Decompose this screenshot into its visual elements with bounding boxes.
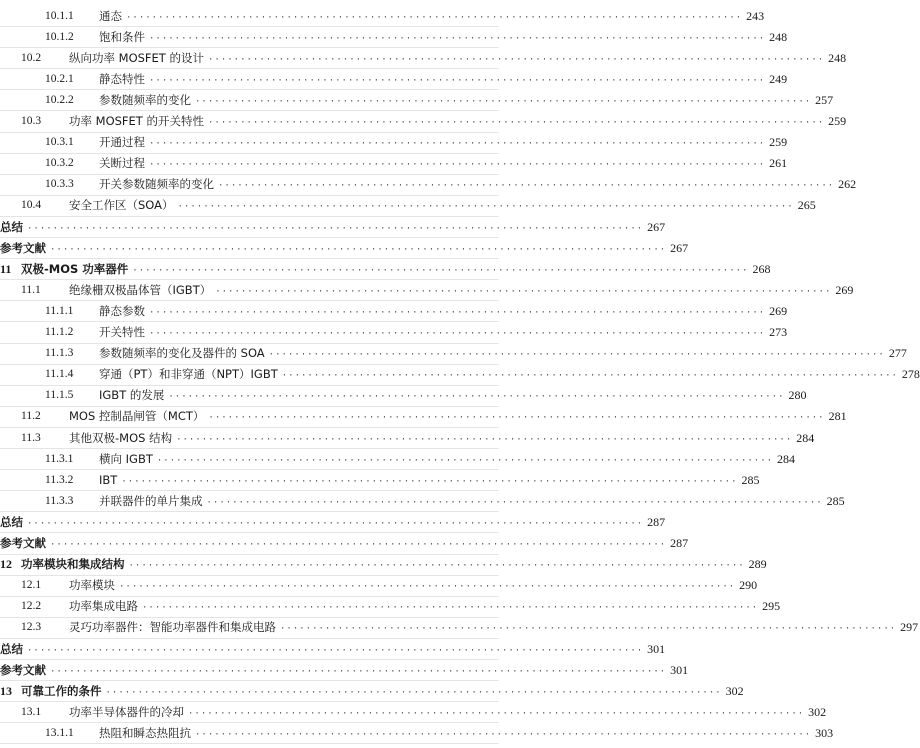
toc-entry-number: 12.1 [21, 579, 42, 592]
toc-entry-page-number: 301 [670, 662, 689, 677]
toc-entry-page-number: 269 [769, 303, 788, 318]
toc-entry [0, 490, 845, 512]
dot-leader: ································································································ [27, 518, 644, 529]
toc-entry-title: 开关特性 [99, 325, 145, 339]
dot-leader: ································································································ [281, 371, 898, 382]
toc-entry [0, 132, 788, 154]
toc-entry-page-number: 285 [741, 472, 760, 487]
toc-entry-number: 10.2 [21, 51, 42, 64]
dot-leader: ································································································ [50, 540, 667, 550]
toc-entry-page-number: 281 [828, 409, 847, 424]
toc-entry-number: 13.1 [21, 705, 42, 718]
toc-entry-page-number: 262 [838, 177, 857, 192]
toc-entry-number: 10.3.1 [45, 136, 74, 149]
toc-entry-number: 12.3 [21, 621, 42, 634]
toc-entry-number: 11.1.5 [45, 389, 74, 402]
toc-entry-number: 10.3 [21, 115, 42, 127]
toc-entry-page-number: 259 [769, 135, 788, 150]
toc-entry-title: 静态特性 [99, 71, 145, 86]
toc-entry [0, 153, 788, 175]
dot-leader: ································································································ [121, 476, 738, 487]
dot-leader: ································································································ [176, 434, 793, 445]
toc-entry-page-number: 243 [746, 8, 765, 23]
toc-entry [0, 5, 765, 27]
toc-entry-title: 功率模块 [69, 578, 115, 593]
toc-entry-title: 功率模块和集成结构 [21, 557, 125, 572]
toc-entry-page-number: 265 [797, 198, 816, 213]
toc-entry-page-number: 289 [748, 557, 767, 572]
toc-entry-number: 11.1.4 [45, 368, 74, 381]
toc-entry-page-number: 257 [815, 92, 834, 107]
toc-entry-title: 参考文献 [0, 662, 46, 677]
dot-leader: ································································································ [50, 244, 667, 255]
toc-entry [0, 722, 834, 744]
toc-entry-number: 10.4 [21, 199, 42, 212]
dot-leader: ································································································ [208, 54, 825, 65]
toc-entry-number: 11.1.2 [45, 326, 74, 338]
toc-entry-page-number: 302 [725, 683, 744, 698]
dot-leader: ································································································ [206, 497, 823, 508]
toc-entry-page-number: 277 [888, 346, 907, 361]
toc-entry-number: 11.3.1 [45, 452, 74, 465]
toc-entry-page-number: 261 [769, 156, 788, 171]
dot-leader: ································································································ [149, 160, 766, 171]
toc-entry-page-number: 285 [826, 493, 845, 508]
toc-entry-number: 11.1.3 [45, 347, 74, 360]
toc-entry-page-number: 302 [808, 704, 827, 719]
toc-entry [0, 554, 767, 576]
toc-entry-title: 参考文献 [0, 240, 46, 255]
toc-entry-title: 静态参数 [99, 303, 145, 318]
dot-leader: ································································································ [50, 666, 667, 677]
toc-entry-page-number: 284 [777, 451, 796, 466]
toc-entry-title: 穿通（PT）和非穿通（NPT）IGBT [99, 367, 278, 382]
toc-entry-title: 横向 IGBT [99, 451, 153, 466]
toc-entry-title: 功率 MOSFET 的开关特性 [69, 114, 204, 128]
toc-entry-title: 总结 [0, 219, 23, 234]
toc-entry [0, 533, 689, 555]
toc-entry [0, 701, 827, 723]
toc-entry-number: 11.3 [21, 431, 41, 444]
toc-entry [0, 406, 847, 428]
toc-entry-number: 11 [0, 261, 12, 276]
toc-entry-page-number: 278 [901, 367, 920, 382]
toc-entry-title: 双极-MOS 功率器件 [21, 261, 129, 276]
toc-entry-title: IBT [99, 472, 118, 487]
dot-leader: ································································································ [27, 223, 644, 234]
toc-entry [0, 174, 857, 196]
dot-leader: ································································································ [149, 75, 766, 86]
toc-entry-title: 饱和条件 [99, 29, 145, 44]
toc-entry-number: 10.3.2 [45, 157, 74, 170]
dot-leader: ································································································ [27, 645, 644, 656]
toc-entry-number: 12 [0, 557, 12, 572]
toc-entry-number: 13.1.1 [45, 726, 74, 739]
toc-entry [0, 300, 788, 322]
toc-entry [0, 575, 758, 597]
toc-entry [0, 68, 788, 90]
toc-entry-number: 10.2.1 [45, 72, 74, 85]
dot-leader: ································································································ [177, 202, 794, 213]
dot-leader: ································································································ [149, 329, 766, 339]
toc-entry [0, 322, 788, 344]
toc-entry-page-number: 267 [647, 219, 666, 234]
dot-leader: ································································································ [142, 603, 759, 614]
toc-entry-title: 参数随频率的变化 [99, 92, 191, 107]
toc-entry-page-number: 287 [670, 536, 689, 550]
toc-entry-number: 10.1.2 [45, 30, 74, 43]
toc-entry-page-number: 301 [647, 641, 666, 656]
toc-entry [0, 680, 744, 702]
dot-leader: ································································································ [168, 392, 785, 403]
toc-entry-title: 通态 [99, 8, 122, 23]
toc-entry-title: MOS 控制晶闸管（MCT） [69, 409, 205, 424]
toc-entry [0, 26, 788, 48]
toc-entry-number: 10.2.2 [45, 93, 74, 106]
toc-entry [0, 638, 666, 660]
toc-entry-title: 总结 [0, 641, 23, 656]
toc-entry-page-number: 287 [647, 514, 666, 529]
toc-entry [0, 659, 689, 681]
dot-leader: ································································································ [105, 687, 722, 698]
dot-leader: ································································································ [208, 118, 825, 128]
toc-entry-title: 开通过程 [99, 135, 145, 150]
toc-entry-number: 12.2 [21, 600, 42, 613]
toc-entry-title: 关断过程 [99, 156, 145, 171]
dot-leader: ································································································ [156, 455, 774, 466]
toc-entry [0, 617, 919, 639]
toc-entry-page-number: 290 [739, 578, 758, 593]
dot-leader: ································································································ [119, 582, 736, 593]
dot-leader: ································································································ [195, 729, 812, 740]
toc-entry-title: 参数随频率的变化及器件的 SOA [99, 346, 265, 361]
toc-entry-number: 11.2 [21, 410, 41, 423]
toc-entry [0, 427, 815, 449]
toc-entry-page-number: 249 [769, 71, 788, 86]
toc-entry [0, 216, 666, 238]
toc-entry-number: 10.3.3 [45, 178, 74, 191]
toc-entry-title: 功率集成电路 [69, 599, 138, 614]
dot-leader: ································································································ [208, 413, 825, 424]
toc-entry-page-number: 269 [835, 282, 854, 297]
toc-entry [0, 364, 920, 386]
dot-leader: ································································································ [268, 350, 885, 361]
dot-leader: ································································································ [218, 181, 835, 192]
toc-entry-number: 13 [0, 683, 12, 698]
toc-entry-number: 11.1 [21, 283, 41, 296]
dot-leader: ································································································ [149, 139, 766, 150]
toc-entry-title: 热阻和瞬态热阻抗 [99, 725, 191, 740]
dot-leader: ································································································ [126, 12, 743, 23]
toc-entry [0, 279, 854, 301]
toc-entry-title: 功率半导体器件的冷却 [69, 704, 184, 719]
toc-entry-page-number: 248 [769, 29, 788, 44]
toc-entry-page-number: 297 [900, 620, 919, 635]
dot-leader: ································································································ [188, 708, 805, 719]
toc-entry [0, 89, 834, 111]
toc-entry [0, 385, 807, 407]
toc-entry-title: IGBT 的发展 [99, 388, 165, 403]
toc-entry-page-number: 267 [670, 240, 689, 255]
toc-entry-title: 总结 [0, 514, 23, 529]
toc-entry [0, 511, 666, 533]
toc-entry-title: 其他双极-MOS 结构 [69, 430, 173, 445]
toc-entry [0, 469, 760, 491]
toc-entry [0, 47, 847, 69]
toc-entry-page-number: 273 [769, 325, 788, 339]
toc-entry [0, 343, 907, 365]
dot-leader: ································································································ [215, 286, 832, 297]
toc-entry-title: 纵向功率 MOSFET 的设计 [69, 50, 204, 65]
toc-entry-title: 灵巧功率器件：智能功率器件和集成电路 [69, 620, 276, 635]
toc-entry-page-number: 303 [815, 725, 834, 740]
toc-entry-title: 参考文献 [0, 536, 46, 550]
toc-entry [0, 195, 816, 217]
dot-leader: ································································································ [149, 33, 766, 44]
toc-entry [0, 596, 781, 618]
dot-leader: ································································································ [132, 265, 749, 276]
toc-entry-page-number: 248 [828, 50, 847, 65]
toc-entry-number: 11.1.1 [45, 304, 74, 317]
toc-entry-title: 绝缘栅双极晶体管（IGBT） [69, 282, 212, 297]
toc-entry [0, 237, 689, 259]
toc-entry-page-number: 295 [762, 599, 781, 614]
dot-leader: ································································································ [128, 561, 745, 572]
toc-entry-title: 并联器件的单片集成 [99, 493, 203, 508]
dot-leader: ································································································ [195, 96, 812, 107]
toc-entry-page-number: 268 [752, 261, 771, 276]
toc-entry-title: 安全工作区（SOA） [69, 198, 174, 213]
toc-entry-title: 开关参数随频率的变化 [99, 177, 214, 192]
toc-entry-title: 可靠工作的条件 [21, 683, 102, 698]
toc-entry-page-number: 259 [828, 114, 847, 128]
toc-entry-page-number: 280 [788, 388, 807, 403]
toc-entry-number: 11.3.2 [45, 473, 74, 486]
dot-leader: ································································································ [149, 307, 766, 318]
toc-entry-page-number: 284 [796, 430, 815, 445]
toc-entry [0, 258, 771, 280]
toc-entry-number: 11.3.3 [45, 494, 74, 507]
toc-entry [0, 448, 796, 470]
toc-entry [0, 111, 847, 133]
dot-leader: ································································································ [280, 624, 897, 635]
toc-entry-number: 10.1.1 [45, 9, 74, 22]
